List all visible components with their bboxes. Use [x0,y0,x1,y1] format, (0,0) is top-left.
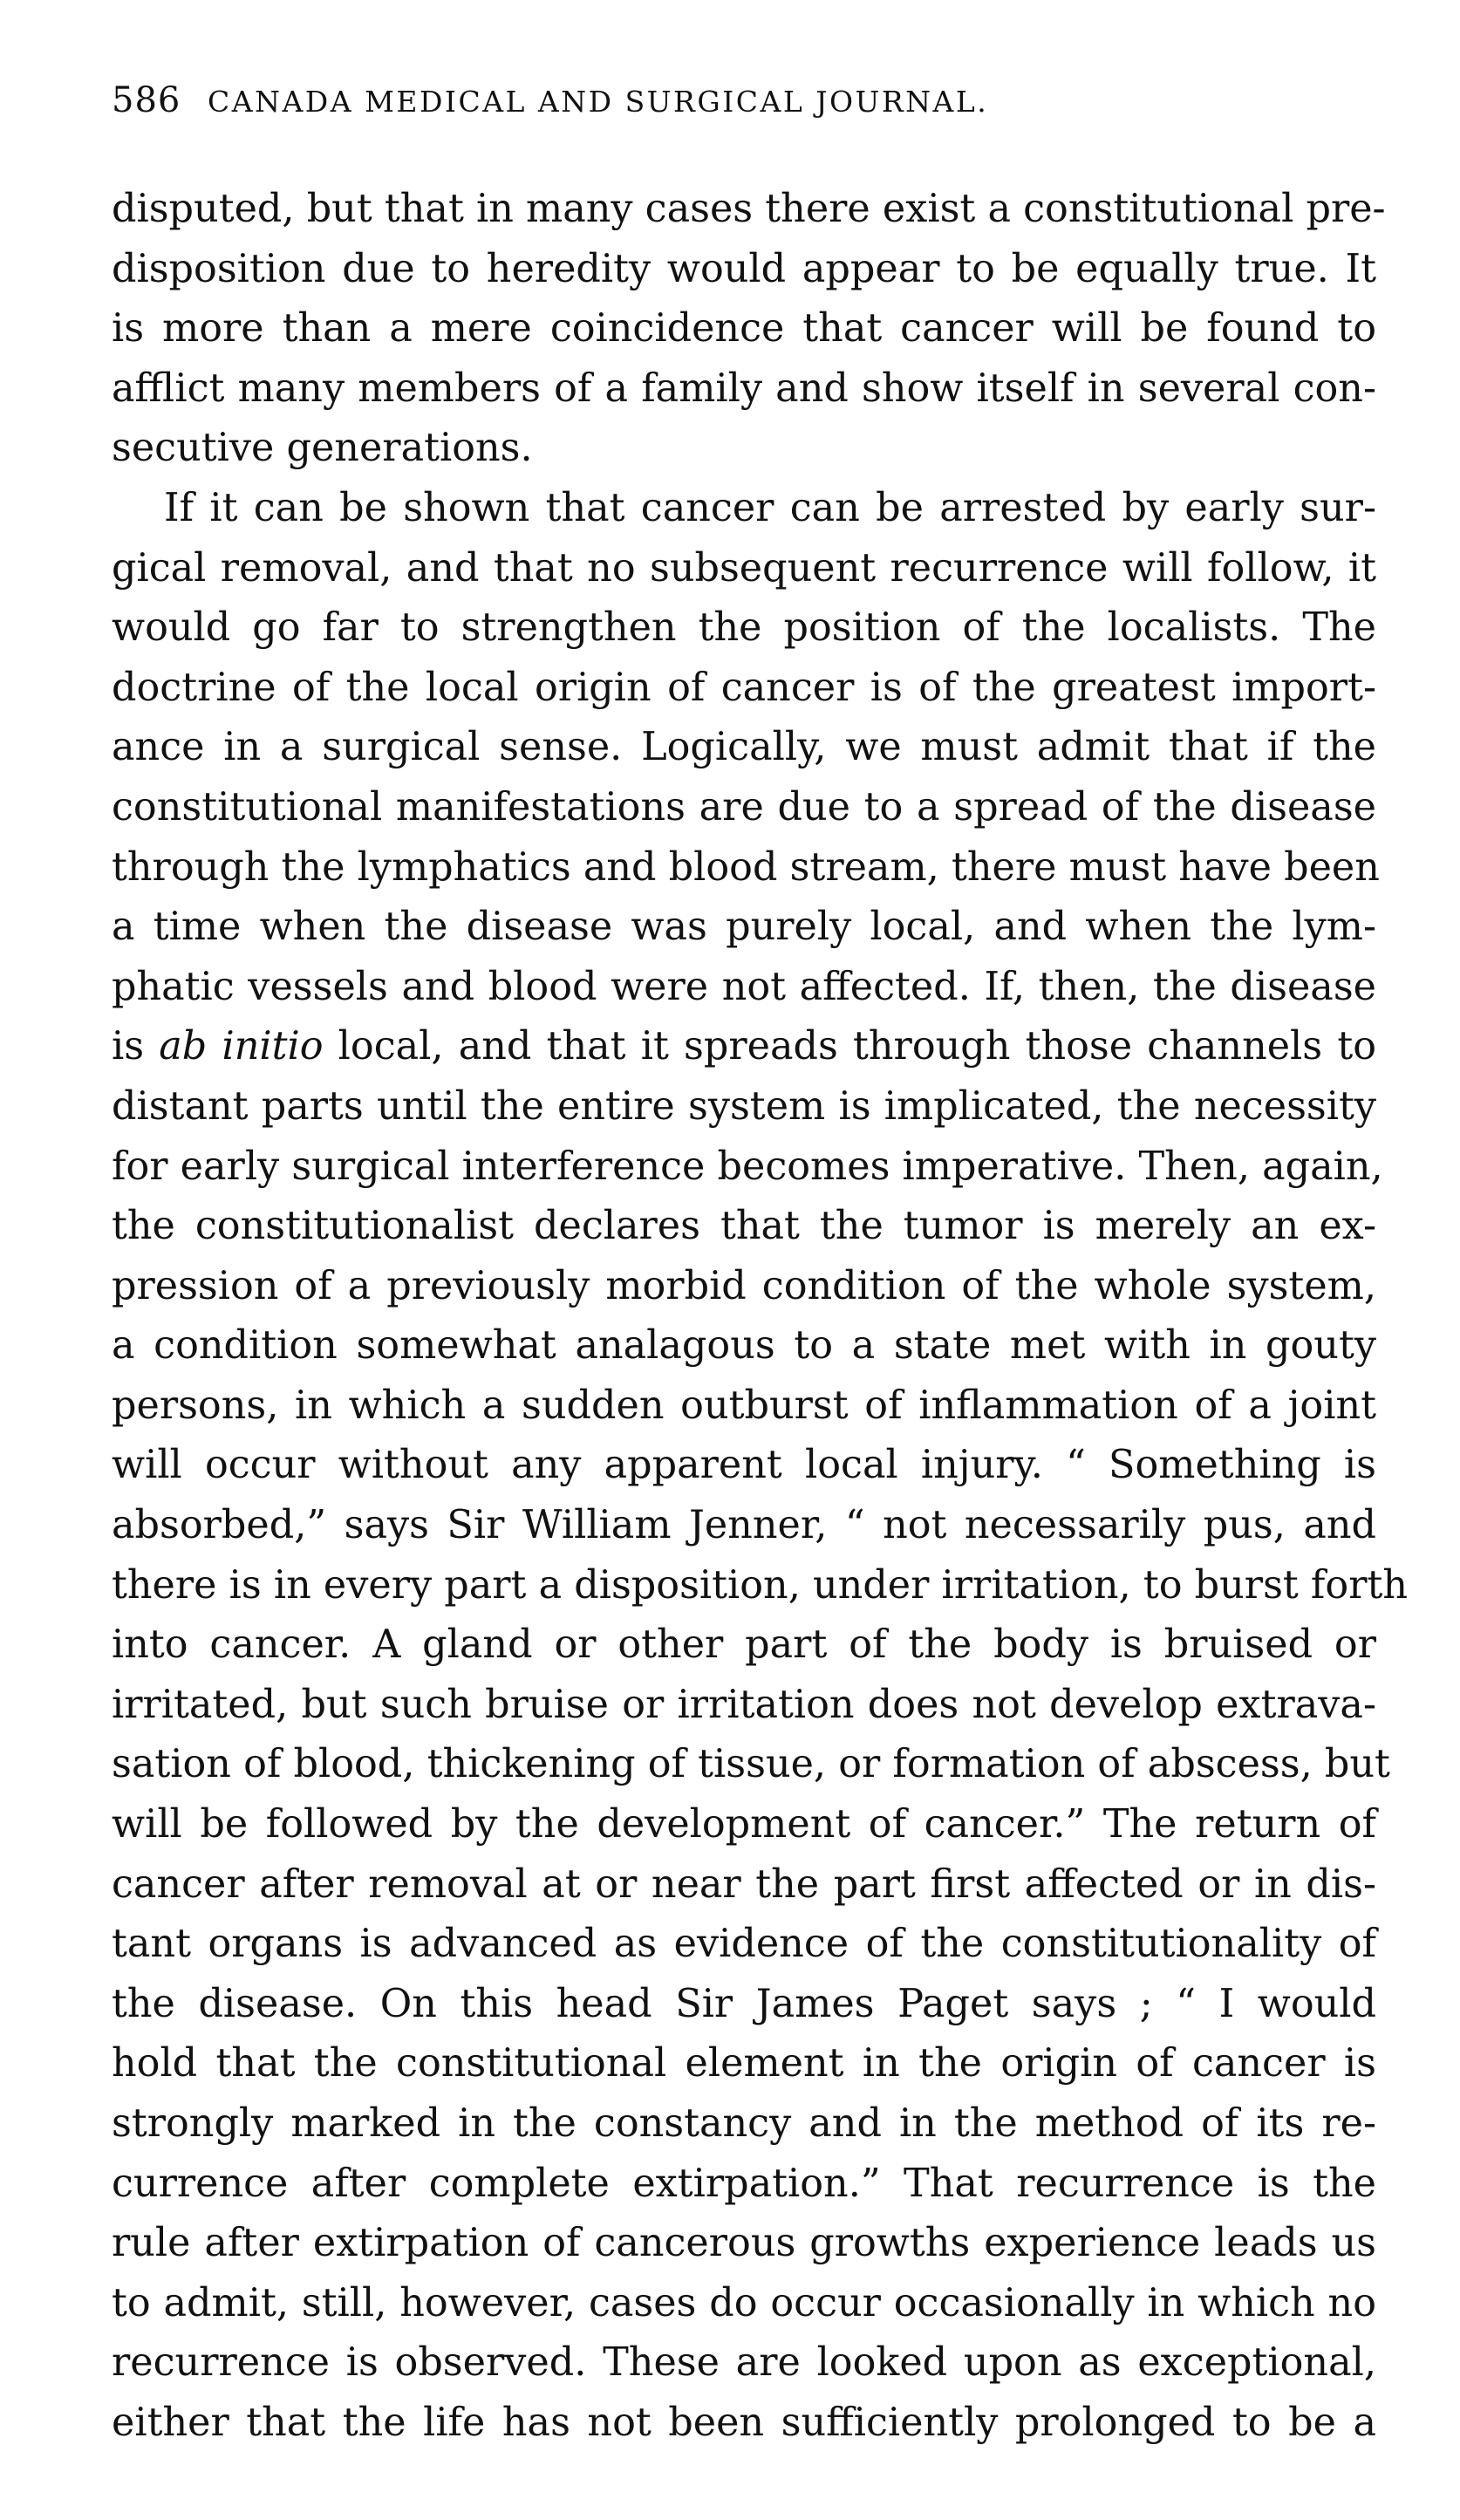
text-line: constitutional manifestations are due to a spread of the disease [112,784,1376,830]
italic-phrase: ab initio [159,1024,324,1069]
text-line: secutive generations. [112,426,533,471]
text-line: will occur without any apparent local injury. “ Something is [112,1443,1376,1488]
text-line: will be followed by the development of cancer.” The return of [112,1802,1376,1847]
text-line: cancer after removal at or near the part first affected or in dis- [112,1861,1376,1907]
text-line: distant parts until the entire system is implicated, the necessity [112,1083,1376,1129]
text-line: doctrine of the local origin of cancer is of the greatest import- [112,665,1376,710]
text-line: irritated, but such bruise or irritation does not develop extrava- [112,1682,1376,1727]
text-line: currence after complete extirpation.” That recurrence is the [112,2161,1376,2206]
text-line: phatic vessels and blood were not affected. If, then, the disease [112,964,1376,1009]
paragraph-2 [112,479,1409,2454]
text-line-italic [112,1017,1376,1077]
text-line: to admit, still, however, cases do occur occasionally in which no [112,2280,1376,2325]
running-head [112,80,1376,150]
journal-title: CANADA MEDICAL AND SURGICAL JOURNAL. [208,85,989,119]
text-line: through the lymphatics and blood stream, there must have been [112,844,1380,890]
text-line: absorbed,” says Sir William Jenner, “ not necessarily pus, and [112,1503,1376,1548]
page [112,80,1409,2454]
paragraph-1 [112,180,1386,479]
text-line: the constitutionalist declares that the tumor is merely an ex- [112,1204,1376,1249]
text-line: rule after extirpation of cancerous growths experience leads us [112,2221,1376,2266]
text-line: recurrence is observed. These are looked upon as exceptional, [112,2340,1376,2386]
text-line: would go far to strengthen the position of the localists. The [112,605,1376,651]
text-line: a condition somewhat analagous to a state met with in gouty [112,1323,1376,1369]
text-segment: is [112,1024,160,1069]
text-line: a time when the disease was purely local, and when the lym- [112,905,1376,950]
body-text [112,180,1409,2454]
text-line: the disease. On this head Sir James Paget says ; “ I would [112,1981,1376,2026]
page-number: 586 [112,80,181,120]
text-line: sation of blood, thickening of tissue, or formation of abscess, but [112,1742,1390,1787]
text-line: into cancer. A gland or other part of the body is bruised or [112,1622,1376,1668]
text-line: for early surgical interference becomes imperative. Then, again, [112,1144,1383,1189]
text-line: disposition due to heredity would appear to be equally true. It [112,246,1376,291]
text-line: ance in a surgical sense. Logically, we must admit that if the [112,725,1376,770]
text-line: afflict many members of a family and show itself in several con- [112,365,1376,411]
text-line: strongly marked in the constancy and in the method of its re- [112,2101,1376,2146]
text-line: either that the life has not been sufficiently prolonged to be a [112,2400,1376,2445]
text-line: hold that the constitutional element in the origin of cancer is [112,2041,1376,2086]
text-line: persons, in which a sudden outburst of inflammation of a joint [112,1383,1376,1428]
text-line: pression of a previously morbid condition of the whole system, [112,1263,1376,1308]
text-line: there is in every part a disposition, under irritation, to burst forth [112,1562,1409,1608]
text-line: is more than a mere coincidence that cancer will be found to [112,306,1376,352]
text-line: gical removal, and that no subsequent recurrence will follow, it [112,545,1376,591]
text-segment: local, and that it spreads through those channels to [323,1024,1376,1069]
text-line: disputed, but that in many cases there exist a constitutional pre- [112,187,1386,231]
text-line: If it can be shown that cancer can be arrested by early sur- [164,485,1376,530]
text-line: tant organs is advanced as evidence of the constitutionality of [112,1922,1376,1967]
